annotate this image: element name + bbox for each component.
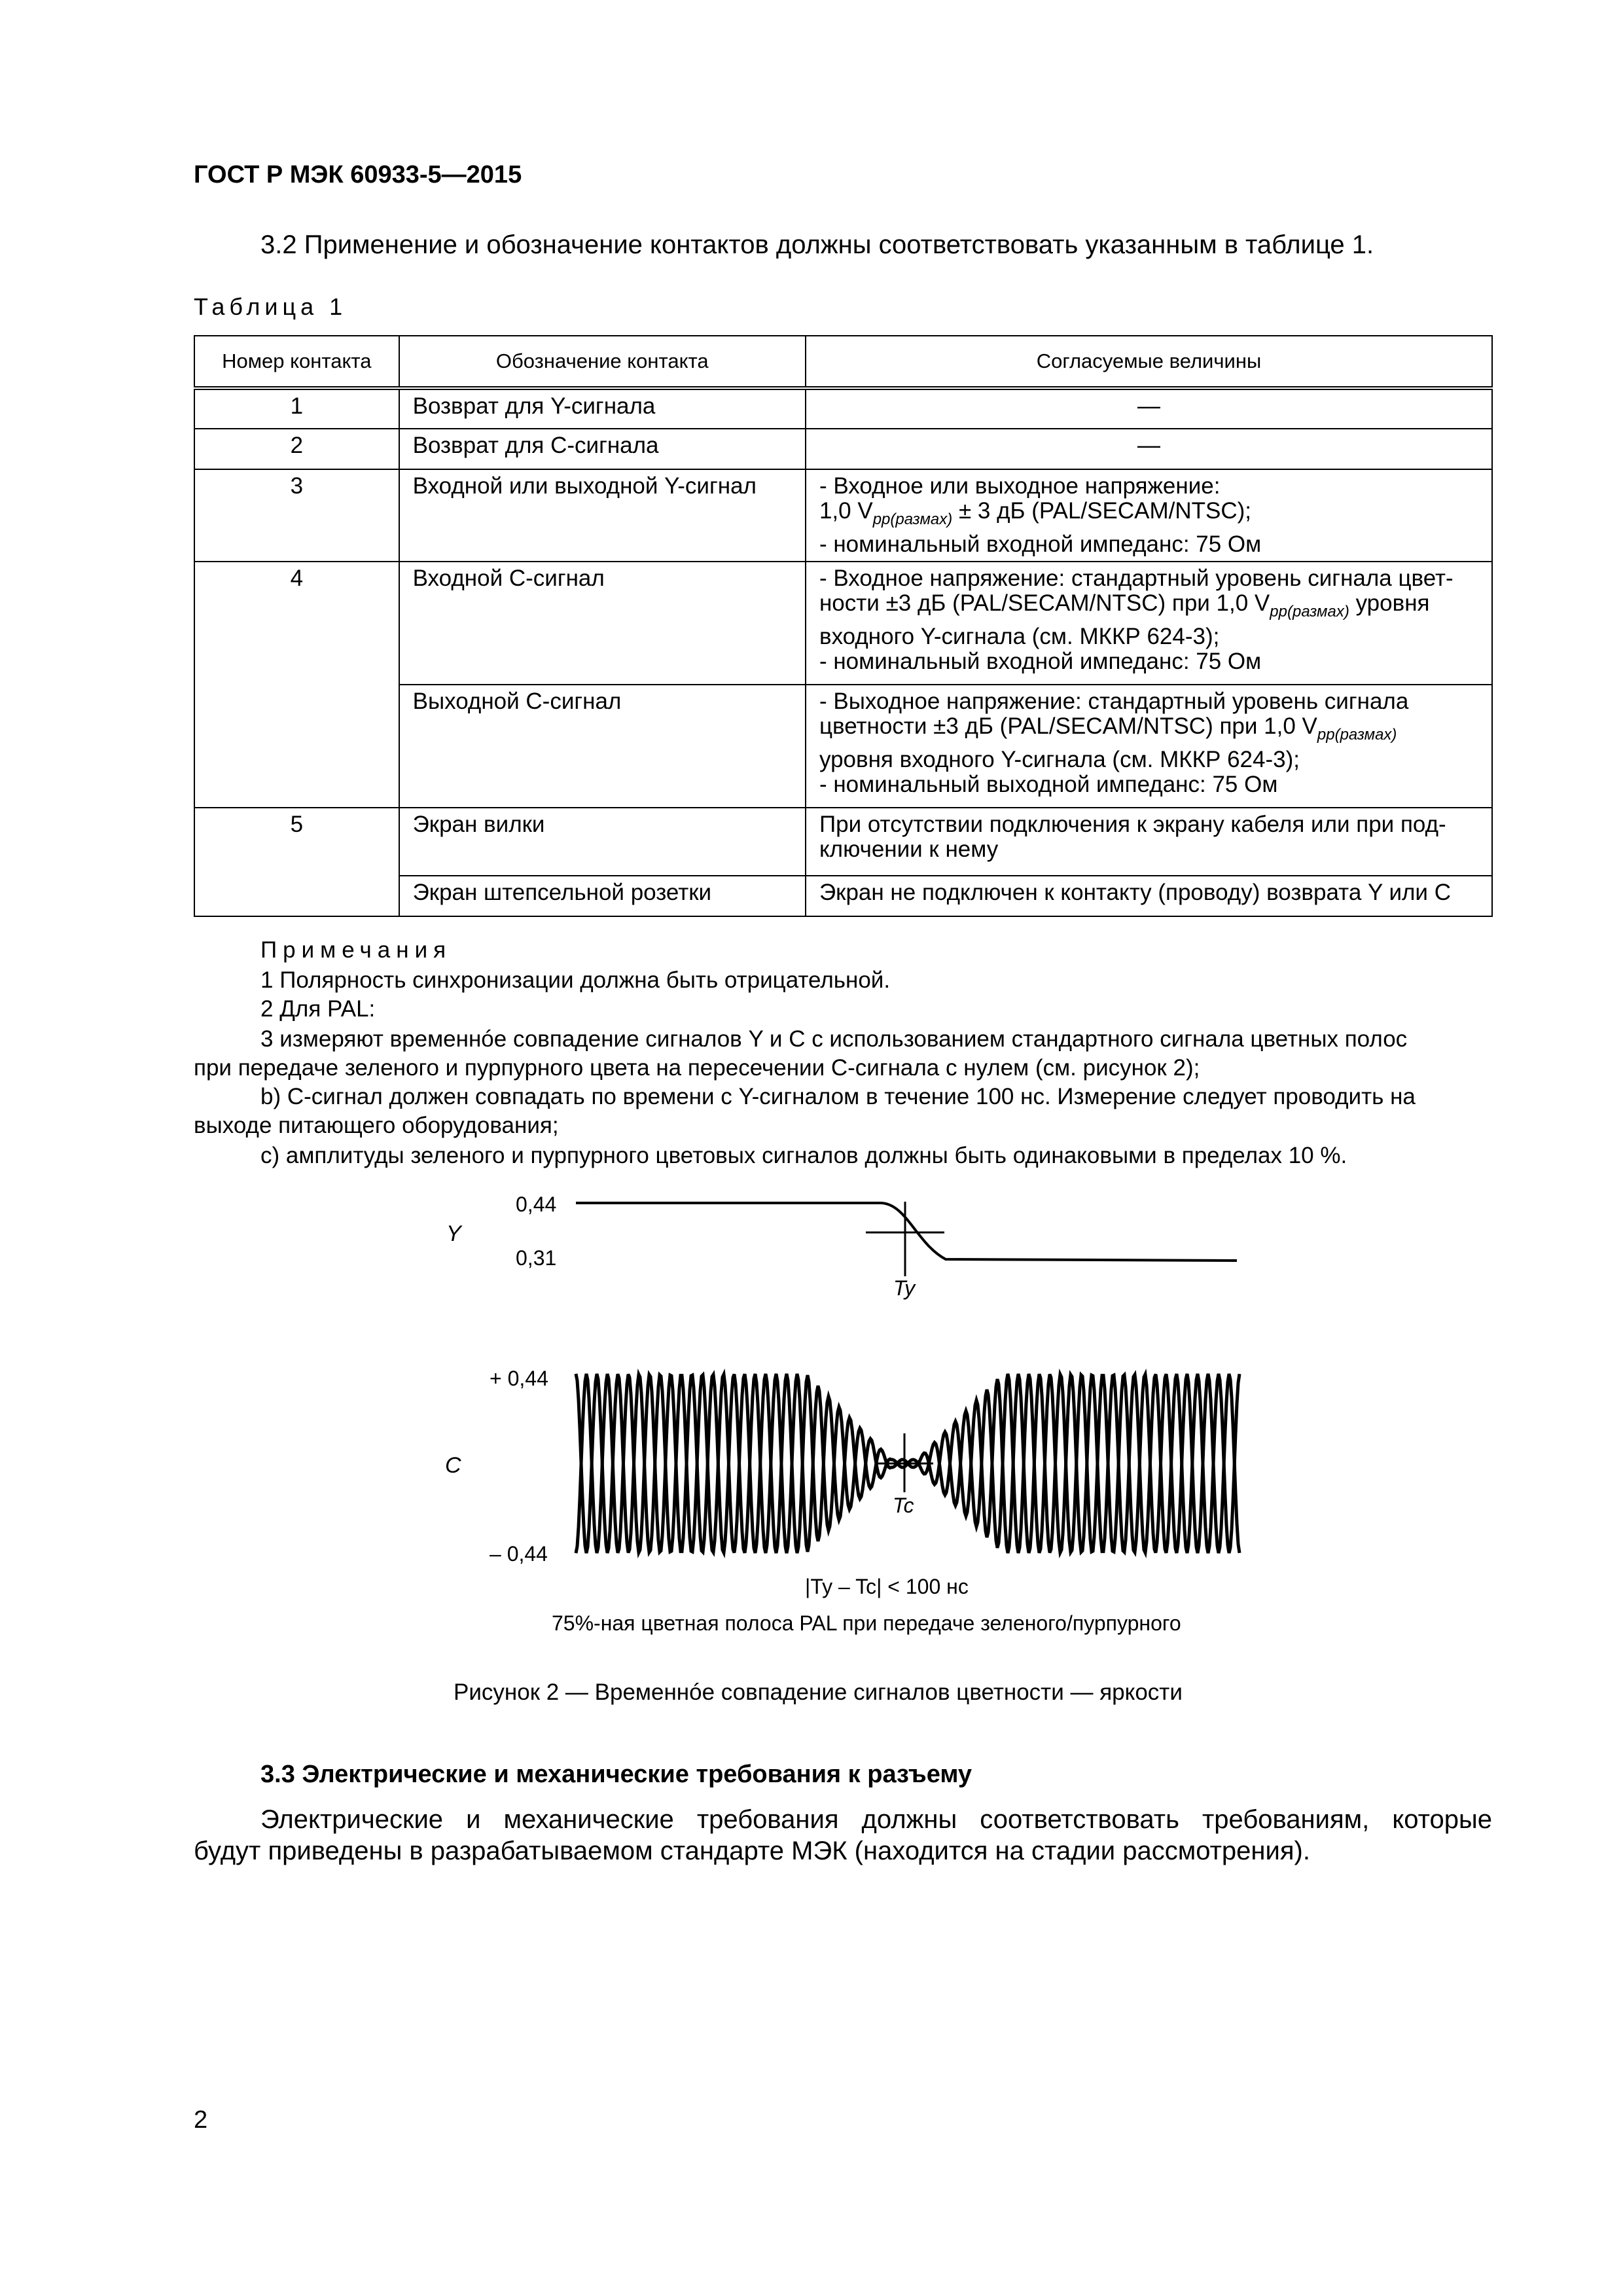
document-header: ГОСТ Р МЭК 60933-5—2015 [194, 161, 522, 188]
values-line [819, 499, 1478, 532]
contact-values [806, 562, 1492, 685]
contact-number: 2 [194, 429, 399, 469]
contacts-table [194, 335, 1493, 917]
header-contact-number: Номер контакта [194, 336, 399, 388]
values-text: ± 3 дБ (PAL/SECAM/NTSC); [958, 498, 1252, 524]
values-line: ключении к нему [819, 836, 999, 862]
values-line [819, 591, 1478, 624]
y-high-value: 0,44 [516, 1193, 557, 1216]
table-header-row [194, 336, 1492, 388]
values-subscript: pp(размах) [872, 511, 953, 528]
note-1: 1 Полярность синхронизации должна быть отрицательной. [260, 967, 891, 993]
contact-name: Входной или выходной Y-сигнал [399, 469, 806, 562]
values-text: 1,0 V [819, 498, 873, 524]
values-line: - Входное или выходное напряжение: [819, 473, 1221, 499]
c-signal-waveform [576, 1374, 1240, 1553]
note-3a: 3 измеряют временнóе совпадение сигналов Y и C с использованием стандартного сигнала цветных полос [260, 1026, 1408, 1052]
contact-name: Входной C-сигнал [399, 562, 806, 685]
contact-name: Возврат для C-сигнала [399, 429, 806, 469]
table-row [194, 429, 1492, 469]
ty-label: Ty [893, 1276, 916, 1300]
table-caption: Таблица 1 [194, 293, 348, 320]
notes-title: Примечания [260, 937, 452, 963]
contact-values: — [806, 388, 1492, 429]
contact-name: Экран вилки [399, 808, 806, 876]
y-low-value: 0,31 [516, 1246, 557, 1270]
values-line: - номинальный входной импеданс: 75 Ом [819, 649, 1262, 674]
section-3-3-text-line2: будут приведены в разрабатываемом стандарте МЭК (находится на стадии рассмотрения). [194, 1837, 1310, 1865]
values-text: уровня [1355, 590, 1430, 616]
contact-values: — [806, 429, 1492, 469]
contact-number: 4 [194, 562, 399, 808]
header-contact-designation: Обозначение контакта [399, 336, 806, 388]
c-signal-trace [576, 1374, 1240, 1553]
ty-crosshair-icon [866, 1202, 944, 1276]
c-high-value: + 0,44 [490, 1367, 548, 1390]
table-row [194, 562, 1492, 685]
values-subscript: pp(размах) [1270, 603, 1349, 620]
contact-name: Выходной C-сигнал [399, 685, 806, 808]
note-2: 2 Для PAL: [260, 996, 376, 1022]
header-matched-values: Согласуемые величины [806, 336, 1492, 388]
contact-values [806, 469, 1492, 562]
values-line: входного Y-сигнала (см. МККР 624-3); [819, 624, 1220, 649]
values-line [819, 714, 1478, 747]
values-subscript: pp(размах) [1317, 726, 1397, 744]
values-line: При отсутствии подключения к экрану кабеля или при под- [819, 812, 1446, 837]
contact-values [806, 685, 1492, 808]
c-low-value: – 0,44 [490, 1542, 548, 1566]
table-row [194, 469, 1492, 562]
timing-condition: |Ty – Tc| < 100 нс [805, 1575, 969, 1598]
values-line: - Входное напряжение: стандартный уровень сигнала цвет- [819, 565, 1454, 591]
values-text: ности ±3 дБ (PAL/SECAM/NTSC) при 1,0 V [819, 590, 1270, 616]
contact-values: Экран не подключен к контакту (проводу) возврата Y или C [806, 876, 1492, 916]
contact-number: 1 [194, 388, 399, 429]
values-line: - номинальный выходной импеданс: 75 Ом [819, 772, 1278, 797]
section-3-3-title: 3.3 Электрические и механические требования к разъему [260, 1761, 972, 1788]
values-line: уровня входного Y-сигнала (см. МККР 624-3); [819, 747, 1300, 772]
c-signal-trace [576, 1374, 1240, 1553]
table-row [194, 388, 1492, 429]
section-3-3-text-line1: Электрические и механические требования должны соответствовать требованиям, которые [260, 1805, 1492, 1834]
note-c: c) амплитуды зеленого и пурпурного цветовых сигналов должны быть одинаковыми в пределах 10 %. [260, 1143, 1347, 1168]
y-signal-trace [576, 1203, 1237, 1261]
tc-crosshair-icon [876, 1433, 933, 1492]
contact-number: 5 [194, 808, 399, 916]
values-line: - номинальный входной импеданс: 75 Ом [819, 531, 1262, 557]
contact-name: Экран штепсельной розетки [399, 876, 806, 916]
contact-number: 3 [194, 469, 399, 562]
table-row [194, 808, 1492, 876]
note-b-line1: b) C-сигнал должен совпадать по времени с Y-сигналом в течение 100 нс. Измерение следует проводить на [260, 1084, 1416, 1109]
y-axis-label: Y [446, 1221, 461, 1246]
note-b-line2: выходе питающего оборудования; [194, 1113, 559, 1138]
figure-caption: Рисунок 2 — Временнóе совпадение сигналов цветности — яркости [454, 1679, 1183, 1705]
note-3b: при передаче зеленого и пурпурного цвета на пересечении C-сигнала с нулем (см. рисунок 2); [194, 1055, 1200, 1081]
values-line: - Выходное напряжение: стандартный уровень сигнала [819, 689, 1409, 714]
page-number: 2 [194, 2106, 208, 2134]
paragraph-3-2: 3.2 Применение и обозначение контактов должны соответствовать указанным в таблице 1. [260, 230, 1374, 259]
figure-subcaption: 75%-ная цветная полоса PAL при передаче зеленого/пурпурного [552, 1611, 1181, 1635]
contact-name: Возврат для Y-сигнала [399, 388, 806, 429]
values-text: цветности ±3 дБ (PAL/SECAM/NTSC) при 1,0 V [819, 713, 1317, 739]
tc-label: Tc [893, 1494, 914, 1517]
contact-values [806, 808, 1492, 876]
c-axis-label: C [445, 1453, 461, 1478]
